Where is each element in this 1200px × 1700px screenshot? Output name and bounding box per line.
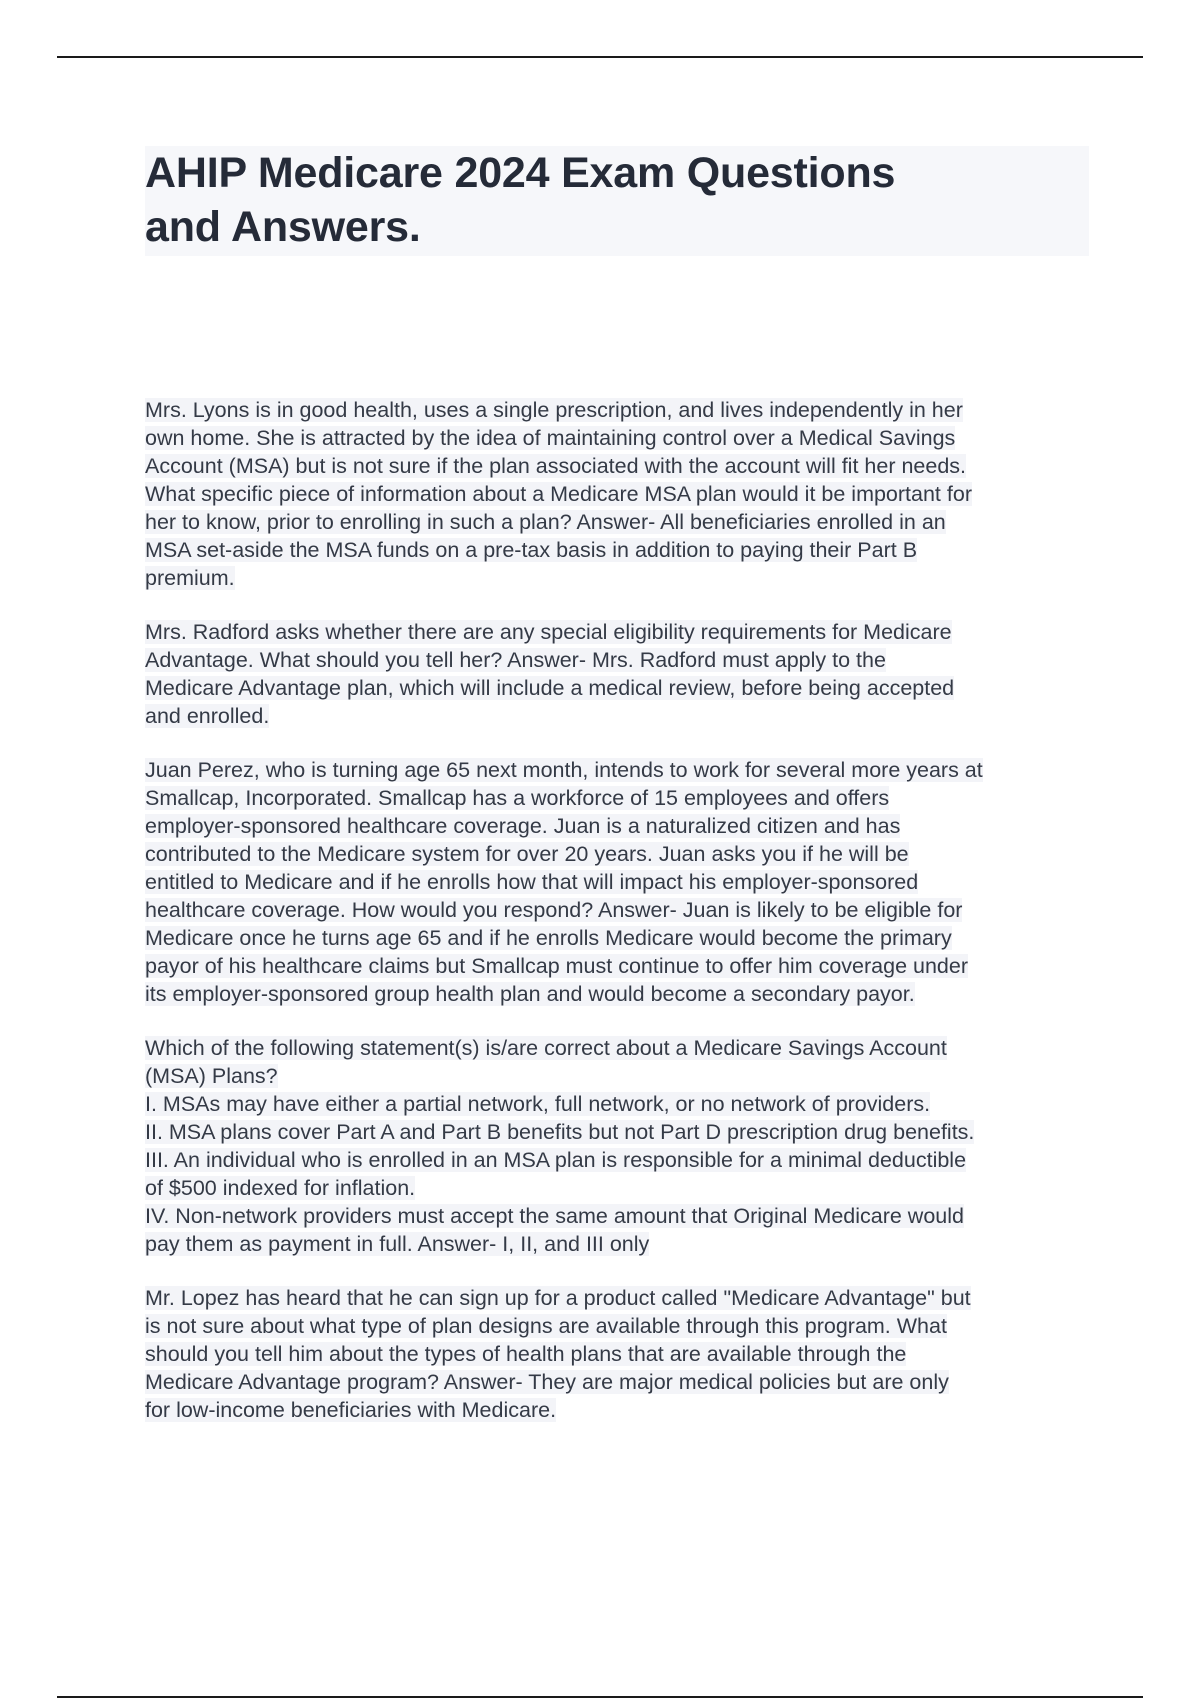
text-line: for low-income beneficiaries with Medicare. — [145, 1398, 557, 1422]
title-line: and Answers. — [145, 203, 421, 251]
text-line: Medicare once he turns age 65 and if he enrolls Medicare would become the primary — [145, 926, 952, 950]
text-line: payor of his healthcare claims but Smallcap must continue to offer him coverage under — [145, 954, 969, 978]
text-line: (MSA) Plans? — [145, 1064, 278, 1088]
title-line: AHIP Medicare 2024 Exam Questions — [145, 149, 896, 197]
question-item — [145, 396, 1095, 592]
text-line: her to know, prior to enrolling in such a plan? Answer- All beneficiaries enrolled in an — [145, 510, 946, 534]
text-line: of $500 indexed for inflation. — [145, 1176, 416, 1200]
question-item — [145, 756, 1095, 1008]
text-line: Mrs. Lyons is in good health, uses a single prescription, and lives independently in her — [145, 398, 963, 422]
text-line: employer-sponsored healthcare coverage. Juan is a naturalized citizen and has — [145, 814, 901, 838]
text-line: II. MSA plans cover Part A and Part B benefits but not Part D prescription drug benefits. — [145, 1120, 975, 1144]
text-line: Medicare Advantage plan, which will include a medical review, before being accepted — [145, 676, 955, 700]
text-line: contributed to the Medicare system for over 20 years. Juan asks you if he will be — [145, 842, 909, 866]
text-line: Account (MSA) but is not sure if the plan associated with the account will fit her needs. — [145, 454, 966, 478]
text-line: and enrolled. — [145, 704, 270, 728]
text-line: What specific piece of information about a Medicare MSA plan would it be important for — [145, 482, 972, 506]
text-line: should you tell him about the types of health plans that are available through the — [145, 1342, 907, 1366]
text-line: III. An individual who is enrolled in an MSA plan is responsible for a minimal deductible — [145, 1148, 967, 1172]
text-line: I. MSAs may have either a partial network, full network, or no network of providers. — [145, 1092, 931, 1116]
text-line: is not sure about what type of plan designs are available through this program. What — [145, 1314, 947, 1338]
text-line: Juan Perez, who is turning age 65 next month, intends to work for several more years at — [145, 758, 983, 782]
top-rule — [57, 56, 1143, 58]
bottom-rule — [57, 1696, 1143, 1698]
question-item — [145, 618, 1095, 730]
text-line: premium. — [145, 566, 235, 590]
question-item — [145, 1034, 1095, 1258]
text-line: own home. She is attracted by the idea of maintaining control over a Medical Savings — [145, 426, 956, 450]
text-line: healthcare coverage. How would you respond? Answer- Juan is likely to be eligible for — [145, 898, 963, 922]
text-line: Mr. Lopez has heard that he can sign up for a product called "Medicare Advantage" but — [145, 1286, 971, 1310]
text-line: Which of the following statement(s) is/are correct about a Medicare Savings Account — [145, 1036, 947, 1060]
text-line: Smallcap, Incorporated. Smallcap has a workforce of 15 employees and offers — [145, 786, 890, 810]
text-line: MSA set-aside the MSA funds on a pre-tax basis in addition to paying their Part B — [145, 538, 918, 562]
text-line: its employer-sponsored group health plan and would become a secondary payor. — [145, 982, 915, 1006]
text-line: Advantage. What should you tell her? Answer- Mrs. Radford must apply to the — [145, 648, 886, 672]
text-line: Mrs. Radford asks whether there are any special eligibility requirements for Medicare — [145, 620, 952, 644]
page-title — [145, 146, 1089, 254]
question-list — [145, 396, 1095, 1450]
title-block — [145, 146, 1089, 256]
text-line: pay them as payment in full. Answer- I, II, and III only — [145, 1232, 650, 1256]
text-line: IV. Non-network providers must accept the same amount that Original Medicare would — [145, 1204, 964, 1228]
text-line: entitled to Medicare and if he enrolls how that will impact his employer-sponsored — [145, 870, 919, 894]
text-line: Medicare Advantage program? Answer- They are major medical policies but are only — [145, 1370, 949, 1394]
question-item — [145, 1284, 1095, 1424]
